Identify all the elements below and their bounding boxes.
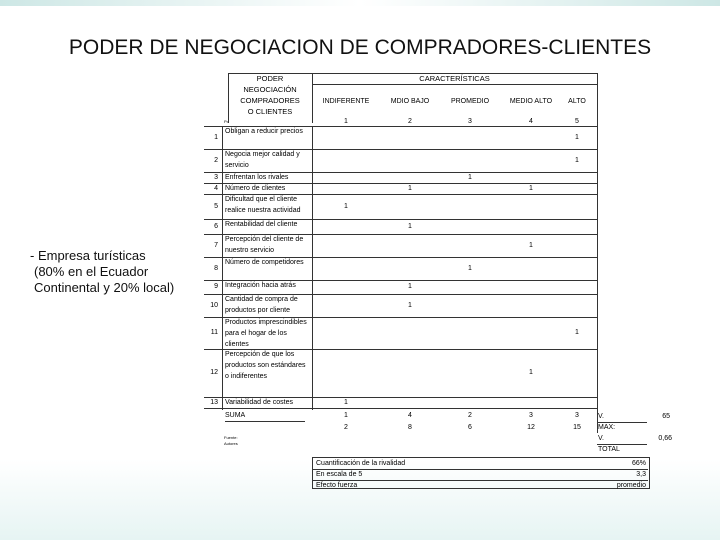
row-mark: 1 bbox=[575, 133, 579, 141]
summary-value: promedio bbox=[616, 482, 646, 489]
summary-value: 66% bbox=[631, 460, 646, 467]
row-number: 4 bbox=[214, 184, 218, 192]
row-mark: 1 bbox=[344, 398, 348, 406]
row-mark: 1 bbox=[408, 301, 412, 309]
vmax-underline bbox=[597, 422, 647, 423]
row-number: 11 bbox=[210, 329, 218, 336]
header-factor-line: NEGOCIACIÓN bbox=[243, 85, 297, 94]
row-mark: 1 bbox=[344, 202, 348, 210]
row-number: 5 bbox=[214, 202, 218, 210]
column-header: MDIO BAJO bbox=[390, 98, 430, 105]
vmax-value: 65 bbox=[662, 413, 670, 420]
summary-label: Efecto fuerza bbox=[316, 482, 358, 489]
header-factor bbox=[228, 73, 312, 117]
row-number: 12 bbox=[210, 369, 218, 376]
row-number: 7 bbox=[214, 241, 218, 249]
suma-weighted: 2 bbox=[344, 424, 348, 431]
column-header: INDIFERENTE bbox=[322, 98, 370, 105]
row-factor: Variabilidad de costes bbox=[225, 399, 293, 406]
row-factor: Obligan a reducir precios bbox=[225, 128, 303, 135]
row-number: 6 bbox=[214, 222, 218, 230]
table-border bbox=[312, 73, 313, 123]
row-mark: 1 bbox=[408, 184, 412, 192]
header-characteristics: CARACTERÍSTICAS bbox=[419, 74, 490, 83]
column-header: PROMEDIO bbox=[450, 98, 490, 105]
weight-value: 2 bbox=[408, 118, 412, 125]
side-note-line: (80% en el Ecuador bbox=[34, 264, 149, 279]
side-note-line: Continental y 20% local) bbox=[34, 280, 175, 295]
tiny-label: Pd bbox=[224, 119, 229, 124]
summary-label: Cuantificación de la rivalidad bbox=[316, 460, 406, 467]
suma-weighted: 15 bbox=[573, 424, 581, 431]
header-factor-line: O CLIENTES bbox=[247, 107, 293, 116]
suma-count: 3 bbox=[529, 412, 533, 419]
vtotal-value: 0,66 bbox=[658, 435, 672, 442]
row-mark: 1 bbox=[468, 173, 472, 181]
row-number: 10 bbox=[210, 301, 218, 309]
weight-value: 3 bbox=[468, 118, 472, 125]
table-border bbox=[312, 84, 597, 85]
row-mark: 1 bbox=[529, 369, 533, 376]
row-number: 8 bbox=[214, 264, 218, 272]
row-mark: 1 bbox=[529, 241, 533, 249]
row-factor: Percepción del cliente de nuestro servicio bbox=[225, 236, 304, 254]
weight-value: 4 bbox=[529, 118, 533, 125]
column-header: MEDIO ALTO bbox=[509, 98, 553, 105]
row-factor: Percepción de que los productos son estándares o indiferentes bbox=[225, 351, 306, 380]
suma-count: 1 bbox=[344, 412, 348, 419]
table-border bbox=[222, 126, 223, 410]
suma-count: 4 bbox=[408, 412, 412, 419]
row-mark: 1 bbox=[529, 184, 533, 192]
summary-label: En escala de 5 bbox=[316, 471, 363, 478]
row-number: 1 bbox=[214, 133, 218, 141]
row-factor: Número de competidores bbox=[225, 259, 304, 266]
top-decoration-bar bbox=[0, 0, 720, 6]
row-mark: 1 bbox=[468, 264, 472, 272]
suma-weighted: 6 bbox=[468, 424, 472, 431]
row-number: 9 bbox=[214, 283, 218, 290]
table-border bbox=[228, 73, 229, 123]
row-factor: Rentabilidad del cliente bbox=[225, 221, 298, 228]
suma-label: SUMA bbox=[225, 412, 246, 419]
row-mark: 1 bbox=[575, 156, 579, 164]
row-number: 2 bbox=[214, 156, 218, 164]
header-factor-line: COMPRADORES bbox=[240, 96, 300, 105]
table-border bbox=[312, 73, 597, 74]
vmax-label: V. MAX: bbox=[598, 413, 616, 431]
side-note bbox=[30, 248, 200, 296]
row-number: 13 bbox=[210, 398, 218, 406]
row-factor: Enfrentan los rivales bbox=[225, 174, 289, 181]
slide-title: PODER DE NEGOCIACION DE COMPRADORES-CLIENTES bbox=[68, 36, 652, 59]
row-mark: 1 bbox=[408, 283, 412, 290]
row-mark: 1 bbox=[575, 329, 579, 336]
row-separator bbox=[204, 408, 597, 409]
weight-value: 5 bbox=[575, 118, 579, 125]
suma-weighted: 8 bbox=[408, 424, 412, 431]
summary-value: 3,3 bbox=[636, 471, 646, 478]
table-border bbox=[312, 126, 313, 410]
row-factor: Dificultad que el cliente realice nuestra actividad bbox=[225, 196, 301, 214]
vtotal-underline bbox=[597, 444, 647, 445]
row-factor: Cantidad de compra de productos por cliente bbox=[225, 296, 298, 314]
suma-underline bbox=[225, 421, 305, 422]
weight-value: 1 bbox=[344, 118, 348, 125]
suma-weighted: 12 bbox=[527, 424, 535, 431]
suma-count: 2 bbox=[468, 412, 472, 419]
column-header: ALTO bbox=[568, 98, 586, 105]
row-number: 3 bbox=[214, 173, 218, 181]
source-note: Fuente: Autores bbox=[224, 435, 238, 446]
row-factor: Número de clientes bbox=[225, 185, 286, 192]
row-factor: Productos imprescindibles para el hogar de los clientes bbox=[225, 319, 307, 348]
vtotal-label: V. TOTAL bbox=[598, 435, 620, 453]
table-border bbox=[597, 73, 598, 433]
header-factor-line: PODER bbox=[256, 74, 284, 83]
side-note-line: - Empresa turísticas bbox=[30, 248, 146, 263]
suma-count: 3 bbox=[575, 412, 579, 419]
row-factor: Integración hacia atrás bbox=[225, 282, 296, 289]
row-factor: Negocia mejor calidad y servicio bbox=[225, 151, 300, 169]
table-border bbox=[228, 73, 312, 74]
row-mark: 1 bbox=[408, 222, 412, 230]
